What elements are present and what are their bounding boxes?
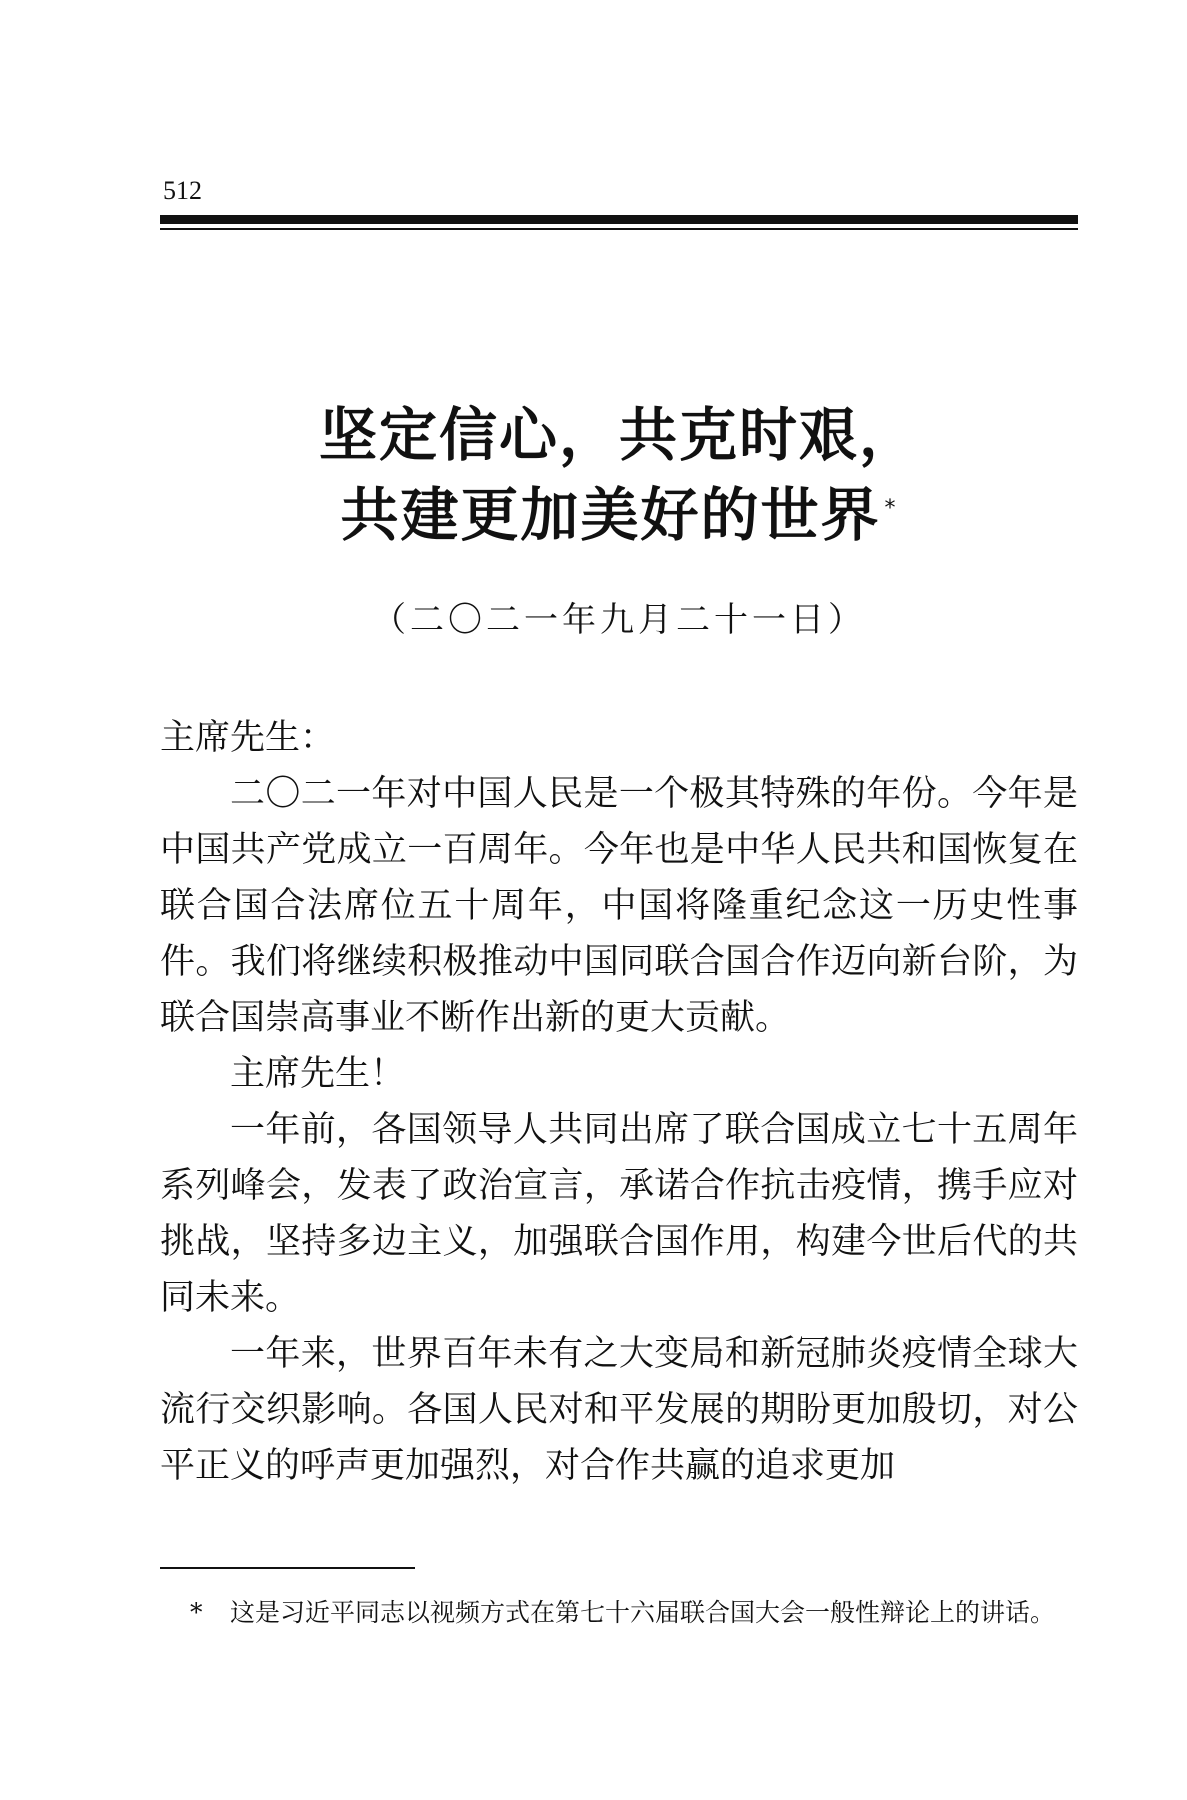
header-rule: [160, 215, 1078, 230]
speech-date: （二〇二一年九月二十一日）: [372, 600, 866, 640]
footnote: [160, 1592, 1078, 1634]
title-footnote-marker: *: [884, 496, 898, 521]
paragraph: 二〇二一年对中国人民是一个极其特殊的年份。今年是中国共产党成立一百周年。今年也是中华人民共和国恢复在联合国合法席位五十周年，中国将隆重纪念这一历史性事件。我们将继续积极推动中国同联合国合作迈向新台阶，为联合国崇高事业不断作出新的更大贡献。: [160, 774, 1078, 1038]
salutation: 主席先生：: [160, 718, 336, 758]
header-rule-thin: [160, 228, 1078, 230]
paragraph: 一年前，各国领导人共同出席了联合国成立七十五周年系列峰会，发表了政治宣言，承诺合作抗击疫情，携手应对挑战，坚持多边主义，加强联合国作用，构建今世后代的共同未来。: [160, 1110, 1078, 1318]
title-line-1: 坚定信心，共克时艰，: [318, 401, 919, 469]
header-rule-thick: [160, 215, 1078, 224]
page-number: 512: [163, 176, 202, 205]
footnote-text: 这是习近平同志以视频方式在第七十六届联合国大会一般性辩论上的讲话。: [230, 1598, 1056, 1627]
article-title: [160, 395, 1078, 555]
title-line-2: [160, 475, 1078, 555]
title-line-2-text: 共建更加美好的世界: [340, 481, 881, 549]
footnote-rule: [160, 1567, 415, 1569]
footnote-marker: *: [190, 1598, 203, 1627]
paragraph: 主席先生！: [230, 1054, 406, 1094]
body-text: [160, 710, 1078, 1494]
paragraph: 一年来，世界百年未有之大变局和新冠肺炎疫情全球大流行交织影响。各国人民对和平发展的期盼更加殷切，对公平正义的呼声更加强烈，对合作共赢的追求更加: [160, 1334, 1078, 1486]
